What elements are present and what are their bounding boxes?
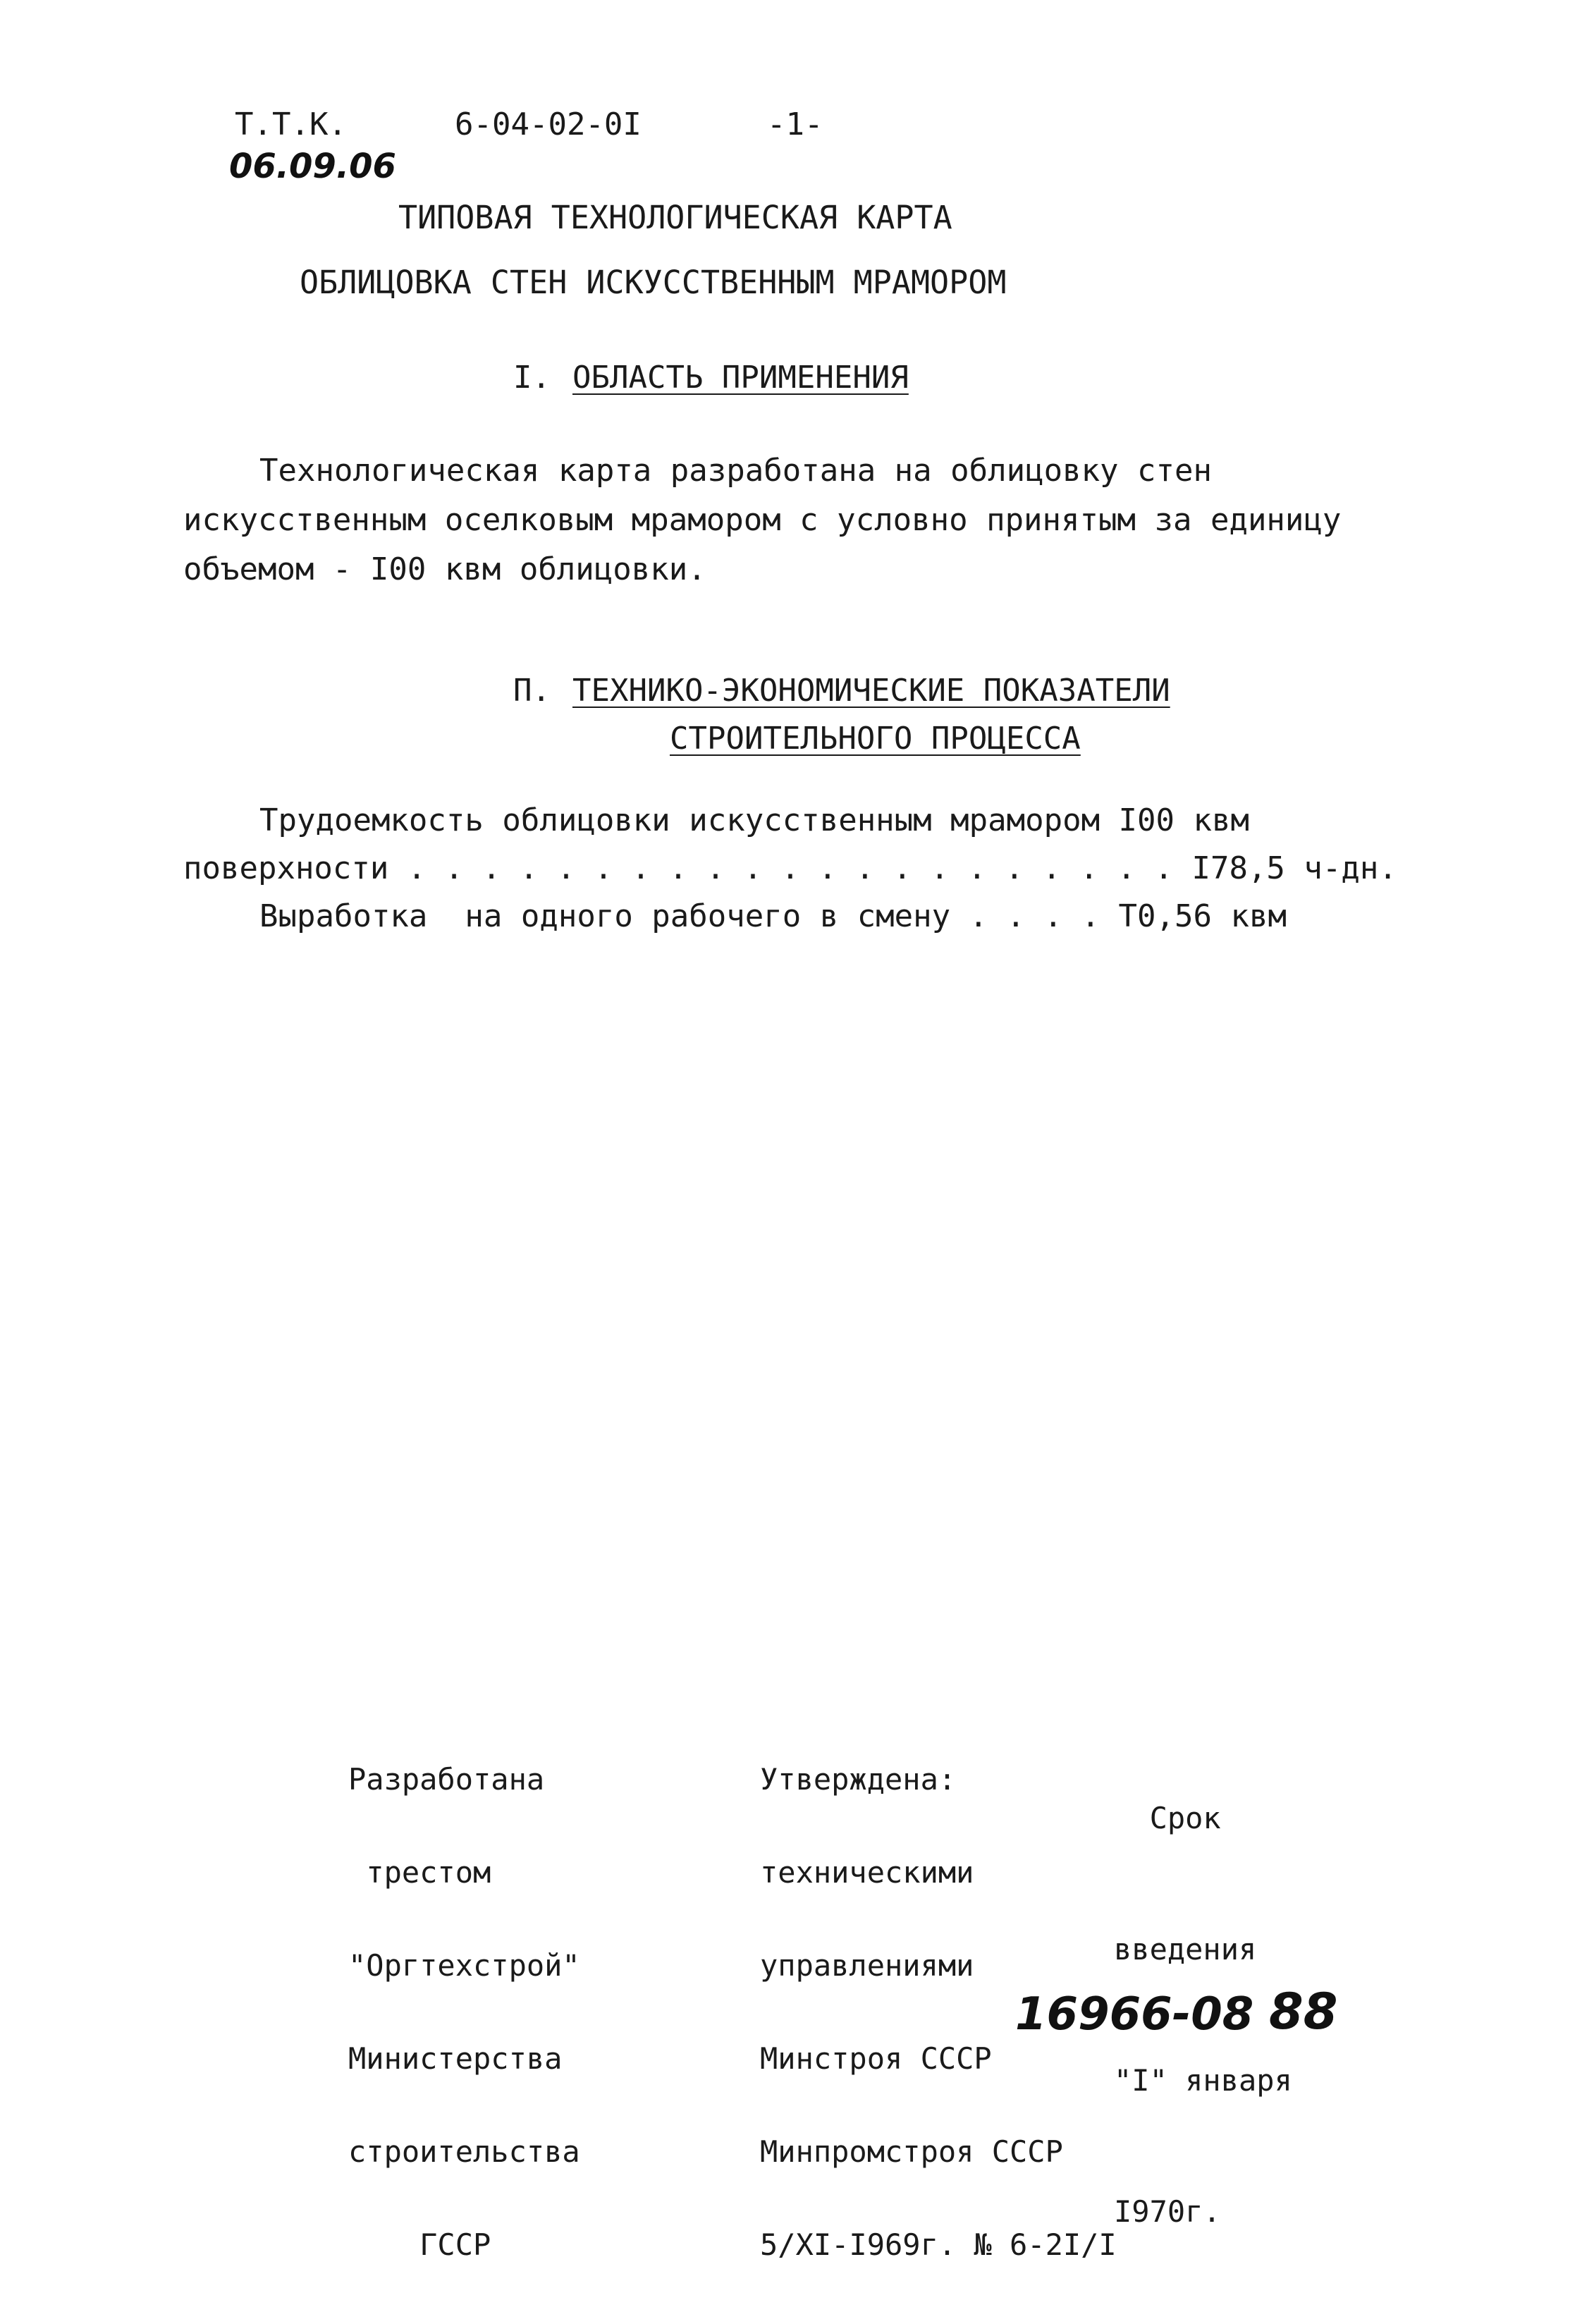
doc-code: 6-04-02-0I	[455, 106, 642, 142]
output-per-worker-line: Выработка на одного рабочего в смену . . . . Т0,56 квм	[259, 898, 1287, 934]
section-2-heading-line-1: ТЕХНИКО-ЭКОНОМИЧЕСКИЕ ПОКАЗАТЕЛИ	[572, 673, 1170, 709]
handwritten-archive-number: 16966-08	[1015, 1988, 1254, 2041]
section-1-para-line-2: искусственным оселковым мрамором с условно принятым за единицу	[183, 502, 1342, 538]
effective-date-line: Срок	[1114, 1801, 1221, 1835]
effective-date-line: введения	[1114, 1932, 1257, 1967]
labor-intensity-line-1: Трудоемкость облицовки искусственным мрамором I00 квм	[259, 802, 1249, 838]
approved-line: 5/XI-I969г. № 6-2I/I	[760, 2227, 1117, 2262]
approved-line: управлениями	[760, 1948, 974, 1983]
section-1-number: I.	[513, 360, 551, 396]
title-line-1: ТИПОВАЯ ТЕХНОЛОГИЧЕСКАЯ КАРТА	[398, 199, 952, 236]
developed-by-block	[348, 1702, 580, 2323]
developed-line: Министерства	[348, 2041, 563, 2076]
approved-line: техническими	[760, 1855, 974, 1890]
developed-line: ГССР	[348, 2227, 491, 2262]
section-2-number: П.	[513, 673, 551, 709]
labor-intensity-line-2: поверхности . . . . . . . . . . . . . . . . . . . . . I78,5 ч-дн.	[183, 850, 1397, 886]
approved-line: Утверждена:	[760, 1762, 957, 1797]
handwritten-page-number: 88	[1269, 1983, 1338, 2041]
section-1-heading: ОБЛАСТЬ ПРИМЕНЕНИЯ	[572, 360, 909, 396]
developed-line: Разработана	[348, 1762, 545, 1797]
effective-date-line: I970г.	[1114, 2194, 1221, 2229]
ttk-label: Т.Т.К.	[235, 106, 347, 142]
section-1-para-line-1: Технологическая карта разработана на облицовку стен	[259, 453, 1213, 489]
approved-line: Минстроя СССР	[760, 2041, 992, 2076]
approved-line: Минпромстроя СССР	[760, 2134, 1063, 2169]
effective-date-line: "I" января	[1114, 2063, 1292, 2098]
developed-line: "Оргтехстрой"	[348, 1948, 580, 1983]
title-line-2: ОБЛИЦОВКА СТЕН ИСКУССТВЕННЫМ МРАМОРОМ	[300, 264, 1007, 301]
handwritten-code: 06.09.06	[229, 147, 396, 186]
section-2-heading-line-2: СТРОИТЕЛЬНОГО ПРОЦЕССА	[670, 721, 1081, 757]
developed-line: трестом	[348, 1855, 491, 1890]
page-number: -1-	[767, 106, 823, 142]
developed-line: строительства	[348, 2134, 580, 2169]
section-1-para-line-3: объемом - I00 квм облицовки.	[183, 551, 706, 587]
